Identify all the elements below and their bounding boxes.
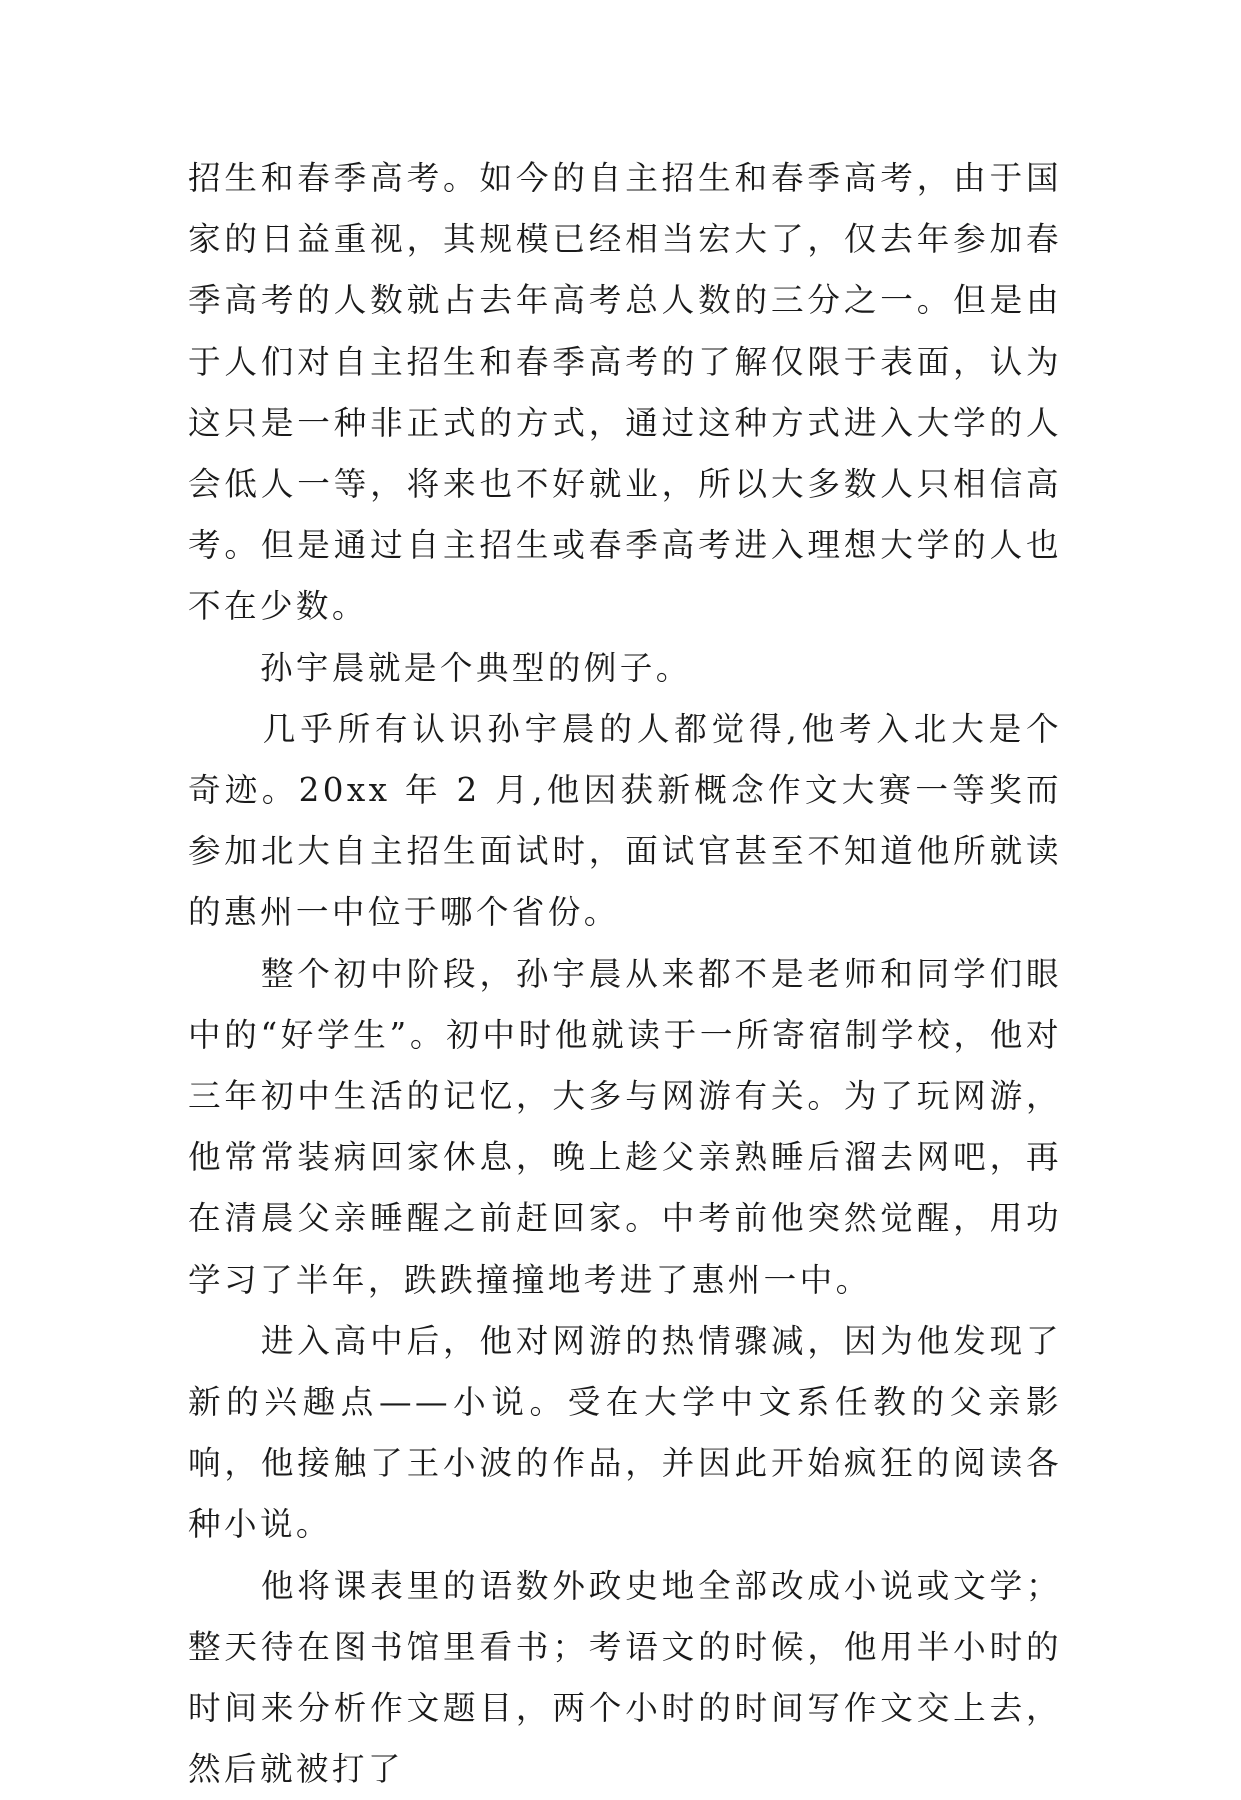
paragraph-high-school: 进入高中后，他对网游的热情骤减，因为他发现了新的兴趣点——小说。受在大学中文系任教的父亲影响，他接触了王小波的作品，并因此开始疯狂的阅读各种小说。 xyxy=(188,1321,1062,1544)
paragraph-reading: 他将课表里的语数外政史地全部改成小说或文学；整天待在图书馆里看书；考语文的时候，他用半小时的时间来分析作文题目，两个小时的时间写作文交上去，然后就被打了 xyxy=(188,1566,1062,1789)
paragraph-example-intro: 孙宇晨就是个典型的例子。 xyxy=(188,648,692,687)
body-text xyxy=(188,148,1062,1800)
paragraph-peking-admission: 几乎所有认识孙宇晨的人都觉得,他考入北大是个奇迹。20xx 年 2 月,他因获新概念作文大赛一等奖而参加北大自主招生面试时，面试官甚至不知道他所就读的惠州一中位于哪个省份。 xyxy=(188,709,1062,932)
paragraph-middle-school: 整个初中阶段，孙宇晨从来都不是老师和同学们眼中的“好学生”。初中时他就读于一所寄宿制学校，他对三年初中生活的记忆，大多与网游有关。为了玩网游，他常常装病回家休息，晚上趁父亲熟睡后溜去网吧，再在清晨父亲睡醒之前赶回家。中考前他突然觉醒，用功学习了半年，跌跌撞撞地考进了惠州一中。 xyxy=(188,954,1062,1299)
paragraph-continuation: 招生和春季高考。如今的自主招生和春季高考，由于国家的日益重视，其规模已经相当宏大了，仅去年参加春季高考的人数就占去年高考总人数的三分之一。但是由于人们对自主招生和春季高考的了解仅限于表面，认为这只是一种非正式的方式，通过这种方式进入大学的人会低人一等，将来也不好就业，所以大多数人只相信高考。但是通过自主招生或春季高考进入理想大学的人也不在少数。 xyxy=(188,159,1062,626)
